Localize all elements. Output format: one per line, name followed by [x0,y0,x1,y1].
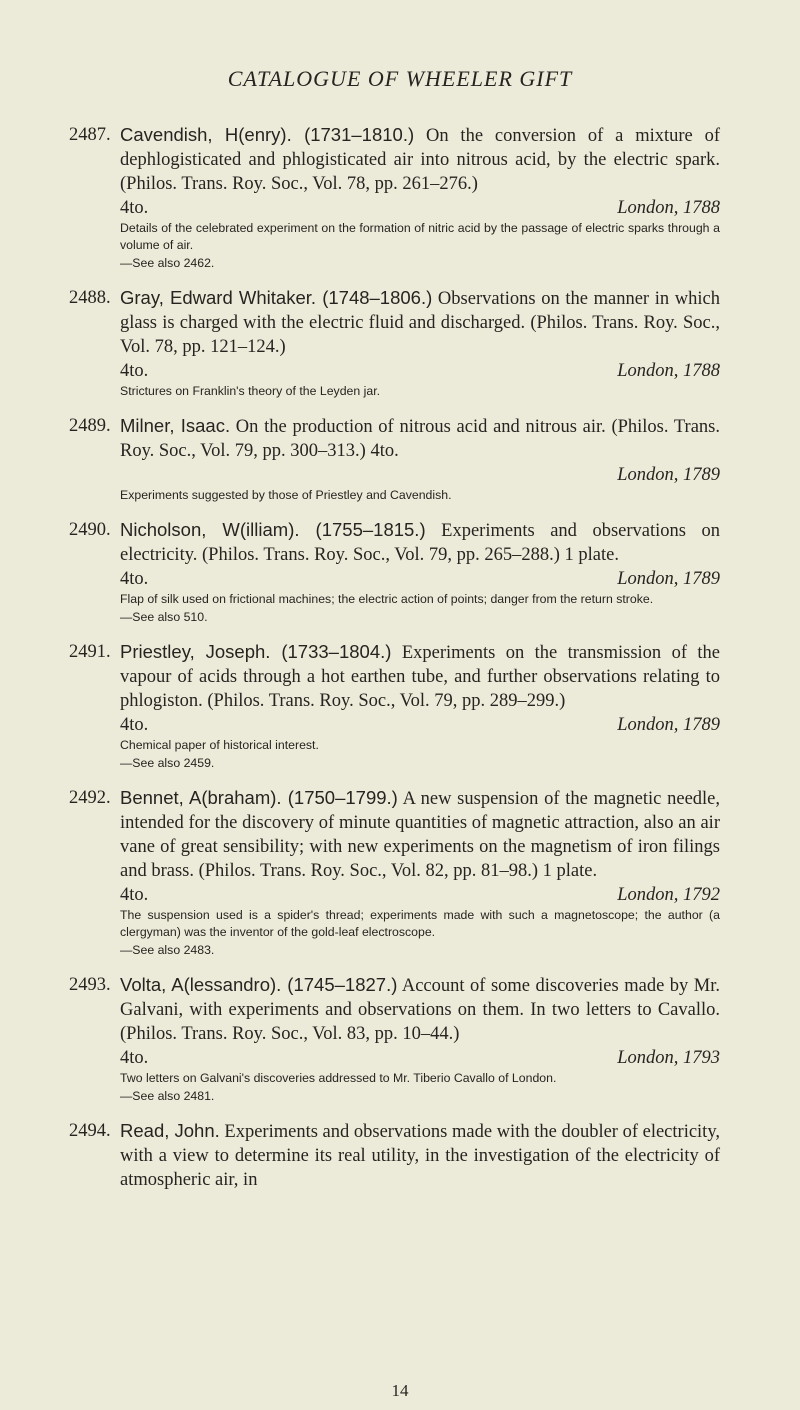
entry-author: Bennet, A(braham). (1750–1799.) [120,787,398,808]
entry-number: 2488. [69,288,111,308]
entry-title: A new suspension of the magnetic needle, intended for the discovery of minute quantities of magnetic attraction, also an air vane of great sensibility; with new experiments on the magnetism of iron filings and brass. (Philos. Trans. Roy. Soc., Vol. 82, pp. 81–98.) 1 plate. [120,789,721,881]
entry-imprint [120,463,720,487]
entry-title: Experiments and observations on electricity. (Philos. Trans. Roy. Soc., Vol. 79, pp. 265–288.) 1 plate. [120,521,720,565]
catalogue-entry [0,518,800,626]
entry-imprint [120,713,720,737]
entry-format: 4to. [120,1048,149,1068]
entry-place-date: London, 1789 [617,569,720,589]
entry-description [120,518,720,567]
entry-imprint [120,359,720,383]
entry-note: Chemical paper of historical interest. [120,738,319,752]
entry-see-also: —See also 2481. [120,1089,215,1103]
entry-place-date: London, 1789 [617,465,720,485]
entry-place-date: London, 1789 [617,715,720,735]
entry-place-date: London, 1788 [617,361,720,381]
entry-title: Observations on the manner in which glass is charged with the electric fluid and discharged. (Philos. Trans. Roy. Soc., Vol. 78, pp. 121–124.) [120,289,720,357]
entry-description [120,640,720,713]
entry-title: Experiments and observations made with the doubler of electricity, with a view to determine its real utility, in the investigation of the electricity of atmospheric air, in [120,1122,720,1190]
entry-number: 2491. [69,642,111,662]
entry-imprint [120,196,720,220]
entry-imprint [120,1046,720,1070]
catalogue-entry [0,286,800,400]
entry-place-date: London, 1788 [617,198,720,218]
entry-see-also: —See also 2459. [120,756,215,770]
entry-title: Experiments on the transmission of the vapour of acids through a hot earthen tube, and further observations relating to phlogiston. (Philos. Trans. Roy. Soc., Vol. 79, pp. 289–299.) [120,643,720,711]
entry-imprint [120,567,720,591]
entry-author: Cavendish, H(enry). (1731–1810.) [120,124,415,145]
entry-see-also: —See also 2462. [120,256,215,270]
entry-author: Nicholson, W(illiam). (1755–1815.) [120,519,426,540]
entry-author: Gray, Edward Whitaker. (1748–1806.) [120,287,433,308]
entry-author: Volta, A(lessandro). (1745–1827.) [120,974,398,995]
entry-format: 4to. [120,198,149,218]
catalogue-entry [0,786,800,959]
entry-title: On the conversion of a mixture of dephlogisticated and phlogisticated air into nitrous acid, by the electric spark. (Philos. Trans. Roy. Soc., Vol. 78, pp. 261–276.) [120,126,720,194]
entry-format: 4to. [120,885,149,905]
entry-description [120,973,720,1046]
entry-format: 4to. [120,569,149,589]
entry-place-date: London, 1792 [617,885,720,905]
entry-number: 2493. [69,975,111,995]
entry-note: The suspension used is a spider's thread; experiments made with such a magnetoscope; the author (a clergyman) was the inventor of the gold-leaf electroscope. [120,908,720,939]
entry-title: Account of some discoveries made by Mr. Galvani, with experiments and observations on them. In two letters to Cavallo. (Philos. Trans. Roy. Soc., Vol. 83, pp. 10–44.) [120,976,720,1044]
entry-description [120,123,720,196]
entry-description [120,786,720,883]
entry-description [120,286,720,359]
entry-author: Priestley, Joseph. (1733–1804.) [120,641,392,662]
catalogue-entries [0,123,800,1206]
catalogue-entry [0,973,800,1105]
page-title: CATALOGUE OF WHEELER GIFT [227,66,573,91]
catalogue-entry [0,1119,800,1192]
catalogue-entry [0,123,800,272]
entry-author: Milner, Isaac. [120,415,231,436]
entry-format: 4to. [120,361,149,381]
entry-note: Two letters on Galvani's discoveries addressed to Mr. Tiberio Cavallo of London. [120,1071,557,1085]
entry-format: 4to. [120,715,149,735]
entry-note: Details of the celebrated experiment on the formation of nitric acid by the passage of electric sparks through a volume of air. [120,221,720,252]
entry-note: Flap of silk used on frictional machines; the electric action of points; danger from the return stroke. [120,592,654,606]
entry-description [120,1119,720,1192]
entry-number: 2490. [69,520,111,540]
entry-number: 2492. [69,788,111,808]
entry-imprint [120,883,720,907]
entry-note: Experiments suggested by those of Priestley and Cavendish. [120,488,452,502]
entry-see-also: —See also 510. [120,610,208,624]
page-number: 14 [391,1381,409,1400]
catalogue-entry [0,414,800,504]
entry-author: Read, John. [120,1120,220,1141]
entry-title: On the production of nitrous acid and nitrous air. (Philos. Trans. Roy. Soc., Vol. 79, pp. 300–313.) 4to. [120,417,720,461]
entry-description [120,414,720,463]
entry-note: Strictures on Franklin's theory of the Leyden jar. [120,384,381,398]
catalogue-entry [0,640,800,772]
entry-see-also: —See also 2483. [120,943,215,957]
entry-number: 2487. [69,125,111,145]
entry-place-date: London, 1793 [617,1048,720,1068]
entry-number: 2494. [69,1121,111,1141]
entry-number: 2489. [69,416,111,436]
